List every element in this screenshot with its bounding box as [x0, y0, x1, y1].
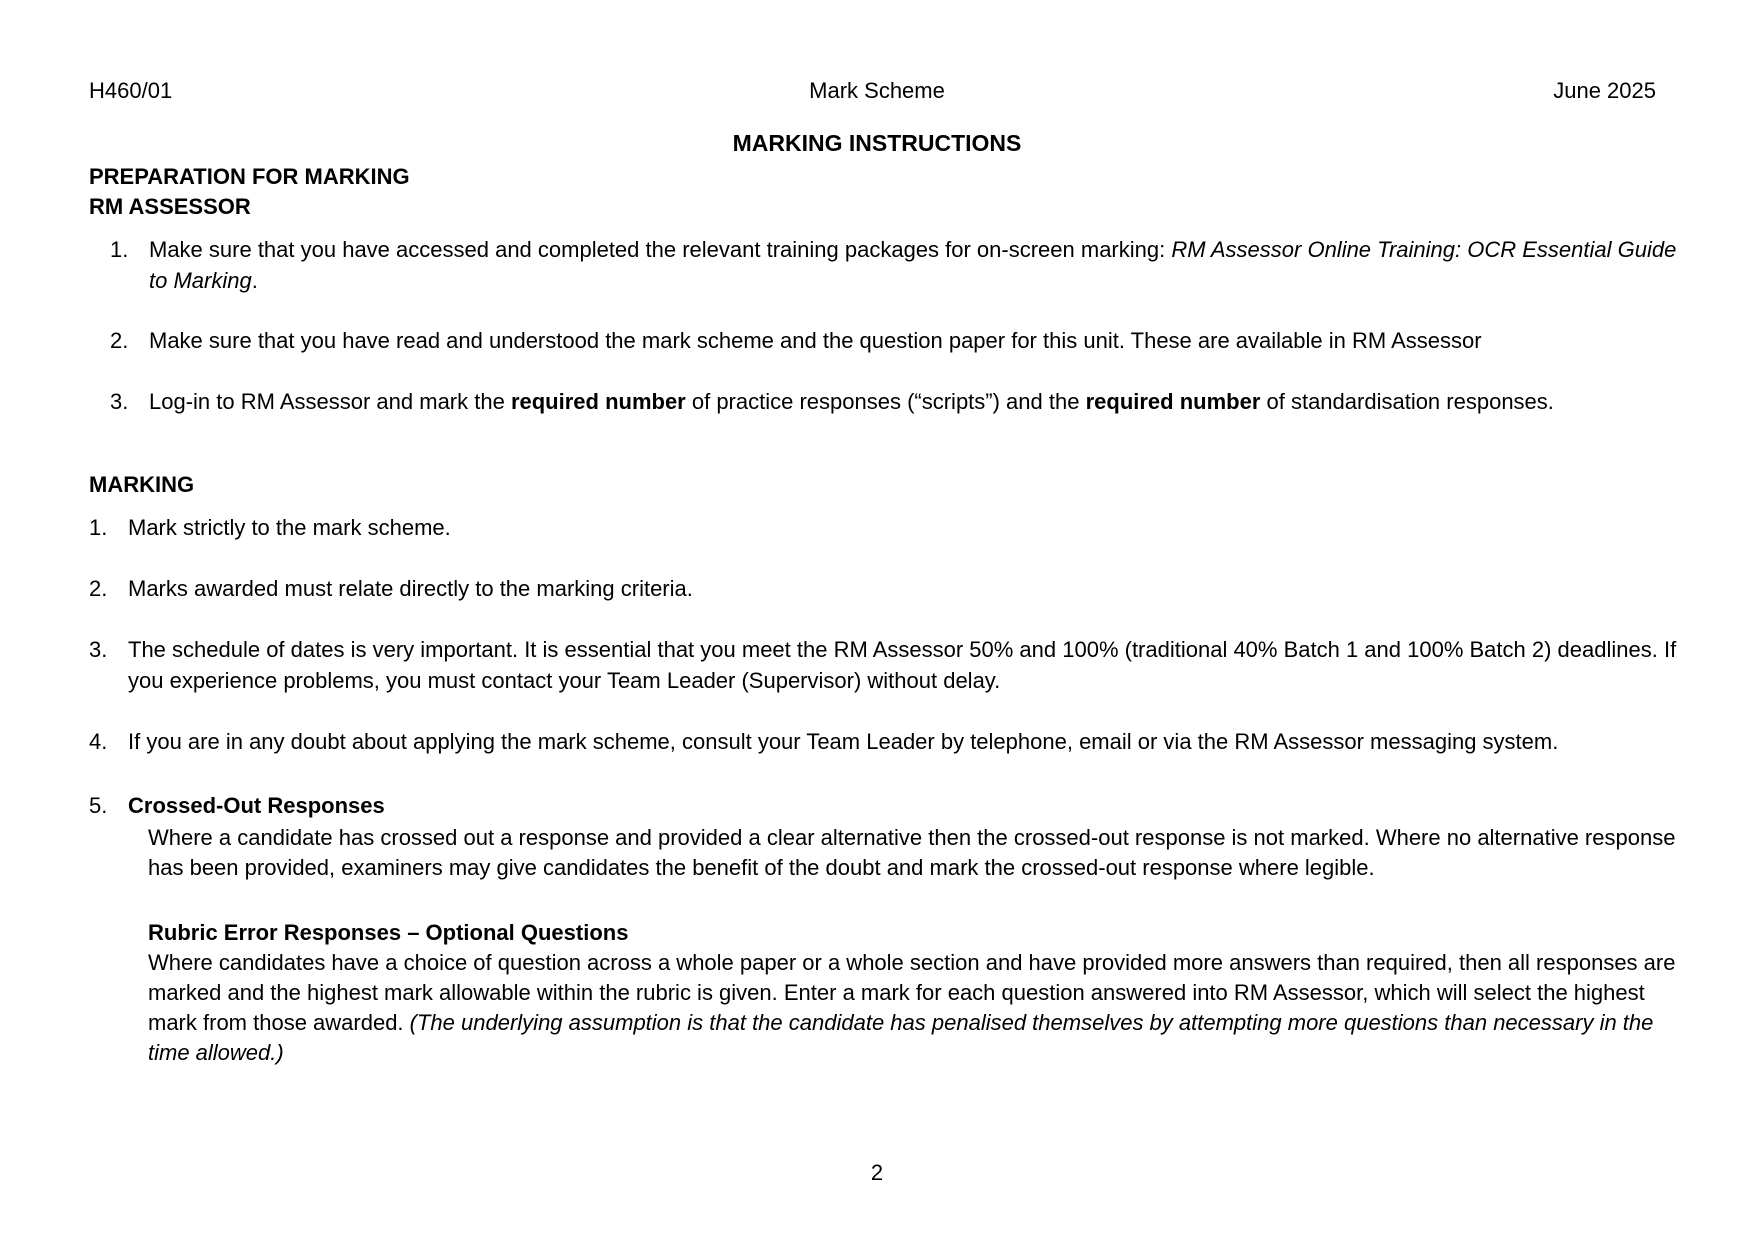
list-number: 3.: [110, 389, 129, 414]
item-text: of practice responses (“scripts”) and the: [685, 389, 1086, 414]
marking-heading: MARKING: [89, 472, 195, 497]
list-number: 2.: [89, 576, 108, 601]
item-text: of standardisation responses.: [1260, 389, 1554, 414]
marking-item-2: [89, 573, 1689, 604]
crossed-out-paragraph: Where a candidate has crossed out a response and provided a clear alternative then the crossed-out response is not marked. Where no alternative response has been provided, examiners may give candidates the benefit of the doubt and mark the crossed-out response where legible.: [148, 825, 1676, 880]
list-text: The schedule of dates is very important. It is essential that you meet the RM Assessor 50% and 100% (traditional 40% Batch 1 and 100% Batch 2) deadlines. If you experience problems, you must contact your Team Leader (Supervisor) without delay.: [128, 637, 1677, 693]
page-number: 2: [870, 1160, 884, 1185]
marking-item-4: [89, 726, 1689, 757]
list-text: [149, 386, 1690, 417]
rubric-heading: Rubric Error Responses – Optional Questions: [148, 920, 629, 945]
list-number: 2.: [110, 328, 129, 353]
rubric-italic-note: (The underlying assumption is that the candidate has penalised themselves by attempting more questions than necessary in the time allowed.): [148, 1010, 1654, 1065]
list-number: 4.: [89, 729, 108, 754]
marking-item-3: [89, 634, 1689, 696]
item-text: Log-in to RM Assessor and mark the: [149, 389, 511, 414]
list-text: Make sure that you have read and understood the mark scheme and the question paper for this unit. These are available in RM Assessor: [149, 328, 1482, 353]
rubric-text: Where candidates have a choice of question across a whole paper or a whole section and have provided more answers than required, then all responses are marked and the highest mark allowable within the rubric is given. Enter a mark for each question answered into RM Assessor, which will select the highest mark from those awarded.: [148, 950, 1676, 1035]
header-code: H460/01: [89, 78, 173, 103]
preparation-item-3: [110, 386, 1690, 417]
header-date: June 2025: [1553, 78, 1656, 103]
list-number: 1.: [110, 237, 129, 262]
rubric-section: [148, 918, 1688, 1068]
crossed-out-heading: Crossed-Out Responses: [128, 793, 385, 818]
list-text: Marks awarded must relate directly to the marking criteria.: [128, 576, 693, 601]
list-number: 1.: [89, 515, 108, 540]
page-title: MARKING INSTRUCTIONS: [732, 130, 1022, 156]
list-text: Mark strictly to the mark scheme.: [128, 515, 451, 540]
preparation-item-2: [110, 325, 1690, 356]
marking-item-1: [89, 512, 1689, 543]
rubric-paragraph: [148, 948, 1688, 1068]
emphasis-text: required number: [1085, 389, 1261, 414]
marking-item-5: [89, 790, 1689, 821]
list-number: 5.: [89, 793, 108, 818]
emphasis-text: required number: [510, 389, 686, 414]
list-number: 3.: [89, 637, 108, 662]
header-doc-title: Mark Scheme: [809, 78, 945, 103]
rm-assessor-heading: RM ASSESSOR: [89, 194, 251, 219]
preparation-heading: PREPARATION FOR MARKING: [89, 164, 410, 189]
item-text-end: .: [251, 268, 258, 293]
list-text: If you are in any doubt about applying the mark scheme, consult your Team Leader by telephone, email or via the RM Assessor messaging system.: [128, 729, 1559, 754]
preparation-item-1: [110, 234, 1690, 296]
item-text: Make sure that you have accessed and completed the relevant training packages for on-screen marking:: [149, 237, 1172, 262]
training-title: RM Assessor Online Training: OCR Essential Guide to Marking: [149, 237, 1677, 293]
list-text: [149, 234, 1690, 296]
